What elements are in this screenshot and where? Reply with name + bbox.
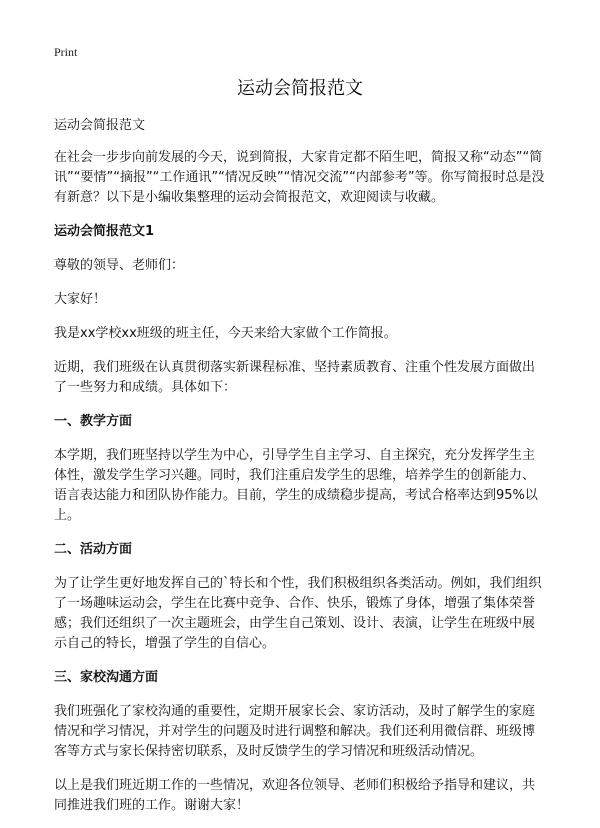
document-title: 运动会简报范文 (237, 78, 363, 99)
home-school-heading: 三、家校沟通方面 (54, 670, 159, 685)
intro-paragraph: 在社会一步步向前发展的今天，说到简报，大家肯定都不陌生吧，简报又称“动态”“简讯”“要情”“摘报”“工作通讯”“情况反映”“情况交流”“内部参考”等。你写简报时总是没有新意？以下是小编收集整理的运动会简报范文，欢迎阅读与收藏。 (54, 150, 545, 205)
teaching-paragraph: 本学期，我们班坚持以学生为中心，引导学生自主学习、自主探究，充分发挥学生主体性，激发学生学习兴趣。同时，我们注重启发学生的思维，培养学生的创新能力、语言表达能力和团队协作能力。目前，学生的成绩稳步提高，考试合格率达到95%以上。 (54, 448, 538, 523)
teaching-heading: 一、教学方面 (54, 414, 133, 429)
activities-heading: 二、活动方面 (54, 542, 133, 557)
print-label: Print (54, 45, 78, 59)
activities-paragraph: 为了让学生更好地发挥自己的`特长和个性，我们积极组织各类活动。例如，我们组织了一场趣味运动会，学生在比赛中竞争、合作、快乐，锻炼了身体，增强了集体荣誉感；我们还组织了一次主题班会，由学生自己策划、设计、表演，让学生在班级中展示自己的特长，增强了学生的自信心。 (54, 576, 542, 651)
home-school-paragraph: 我们班强化了家校沟通的重要性，定期开展家长会、家访活动，及时了解学生的家庭情况和学习情况，并对学生的问题及时进行调整和解决。我们还利用微信群、班级博客等方式与家长保持密切联系，及时反馈学生的学习情况和班级活动情况。 (54, 704, 536, 759)
closing-paragraph: 以上是我们班近期工作的一些情况，欢迎各位领导、老师们积极给予指导和建议，共同推进我们班的工作。谢谢大家！ (54, 778, 536, 813)
self-introduction: 我是xx学校xx班级的班主任，今天来给大家做个工作简报。 (54, 326, 397, 341)
section-title: 运动会简报范文1 (54, 224, 155, 239)
greeting-leaders: 尊敬的领导、老师们： (54, 258, 185, 273)
document-subtitle: 运动会简报范文 (54, 118, 146, 133)
greeting-everyone: 大家好！ (54, 292, 107, 307)
overview-paragraph: 近期，我们班级在认真贯彻落实新课程标准、坚持素质教育、注重个性发展方面做出了一些努力和成绩。具体如下： (54, 360, 536, 395)
